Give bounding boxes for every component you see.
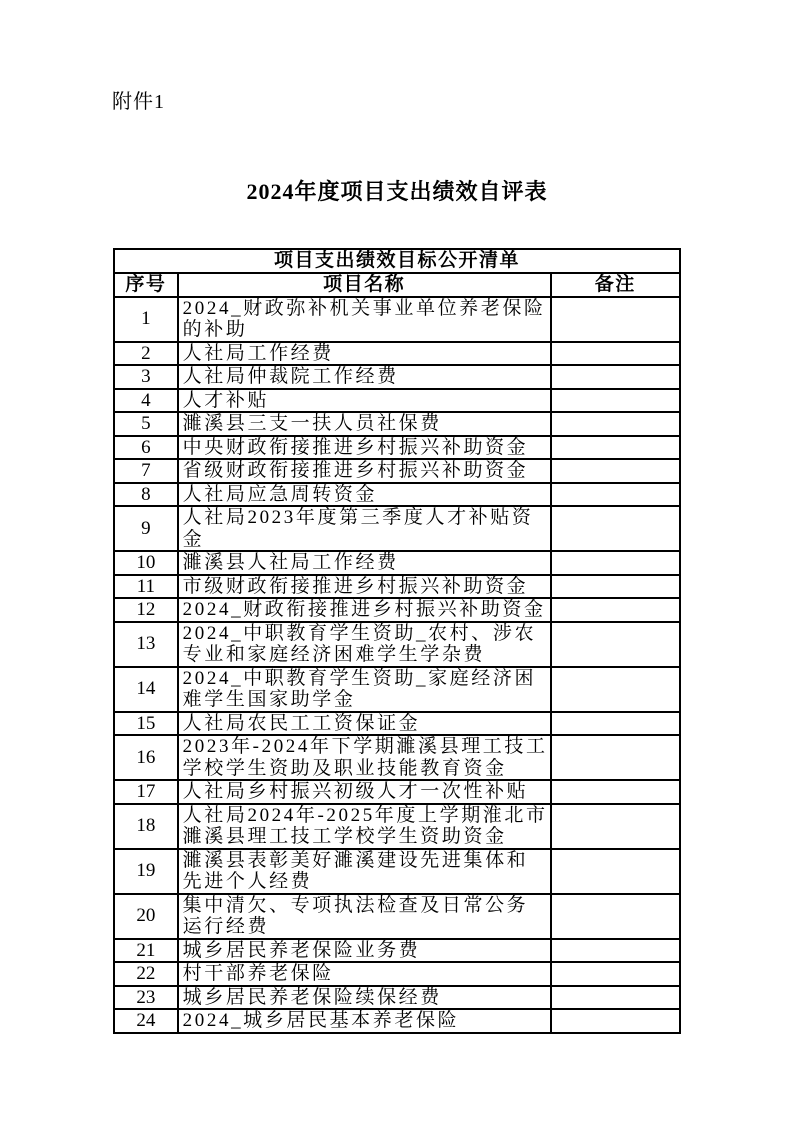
table-row bbox=[114, 598, 680, 622]
remark-cell bbox=[551, 939, 680, 963]
project-name: 人社局应急周转资金 bbox=[178, 483, 551, 507]
table-row bbox=[114, 483, 680, 507]
table-row bbox=[114, 894, 680, 939]
row-number: 1 bbox=[114, 297, 178, 342]
row-number: 17 bbox=[114, 780, 178, 804]
remark-cell bbox=[551, 780, 680, 804]
row-number: 19 bbox=[114, 849, 178, 894]
remark-cell bbox=[551, 297, 680, 342]
table-row bbox=[114, 412, 680, 436]
column-header-no: 序号 bbox=[114, 273, 178, 297]
remark-cell bbox=[551, 483, 680, 507]
page-title: 2024年度项目支出绩效自评表 bbox=[246, 179, 548, 204]
table-row bbox=[114, 939, 680, 963]
project-name: 市级财政衔接推进乡村振兴补助资金 bbox=[178, 575, 551, 599]
table-row bbox=[114, 297, 680, 342]
row-number: 10 bbox=[114, 551, 178, 575]
table-caption: 项目支出绩效目标公开清单 bbox=[114, 249, 680, 273]
remark-cell bbox=[551, 804, 680, 849]
performance-target-table bbox=[113, 248, 681, 1034]
row-number: 2 bbox=[114, 342, 178, 366]
table-row bbox=[114, 1009, 680, 1033]
column-header-name: 项目名称 bbox=[178, 273, 551, 297]
remark-cell bbox=[551, 342, 680, 366]
row-number: 22 bbox=[114, 962, 178, 986]
remark-cell bbox=[551, 459, 680, 483]
project-name: 2023年-2024年下学期濉溪县理工技工学校学生资助及职业技能教育资金 bbox=[178, 735, 551, 780]
project-name: 2024_财政衔接推进乡村振兴补助资金 bbox=[178, 598, 551, 622]
project-name: 村干部养老保险 bbox=[178, 962, 551, 986]
remark-cell bbox=[551, 412, 680, 436]
row-number: 24 bbox=[114, 1009, 178, 1033]
table-row bbox=[114, 962, 680, 986]
remark-cell bbox=[551, 551, 680, 575]
project-name: 2024_城乡居民基本养老保险 bbox=[178, 1009, 551, 1033]
project-name: 中央财政衔接推进乡村振兴补助资金 bbox=[178, 436, 551, 460]
row-number: 23 bbox=[114, 986, 178, 1010]
row-number: 13 bbox=[114, 622, 178, 667]
row-number: 21 bbox=[114, 939, 178, 963]
row-number: 3 bbox=[114, 365, 178, 389]
attachment-label: 附件1 bbox=[112, 91, 165, 113]
row-number: 12 bbox=[114, 598, 178, 622]
row-number: 8 bbox=[114, 483, 178, 507]
table-row bbox=[114, 849, 680, 894]
project-name: 濉溪县人社局工作经费 bbox=[178, 551, 551, 575]
project-name: 人社局农民工工资保证金 bbox=[178, 712, 551, 736]
table-row bbox=[114, 459, 680, 483]
table-header-row bbox=[114, 273, 680, 297]
project-name: 城乡居民养老保险续保经费 bbox=[178, 986, 551, 1010]
row-number: 7 bbox=[114, 459, 178, 483]
remark-cell bbox=[551, 575, 680, 599]
row-number: 20 bbox=[114, 894, 178, 939]
remark-cell bbox=[551, 1009, 680, 1033]
table-row bbox=[114, 506, 680, 551]
table-row bbox=[114, 575, 680, 599]
row-number: 16 bbox=[114, 735, 178, 780]
table-row bbox=[114, 389, 680, 413]
table-row bbox=[114, 780, 680, 804]
row-number: 14 bbox=[114, 667, 178, 712]
table-row bbox=[114, 804, 680, 849]
table-row bbox=[114, 986, 680, 1010]
remark-cell bbox=[551, 436, 680, 460]
row-number: 5 bbox=[114, 412, 178, 436]
table-row bbox=[114, 342, 680, 366]
project-name: 濉溪县三支一扶人员社保费 bbox=[178, 412, 551, 436]
project-name: 省级财政衔接推进乡村振兴补助资金 bbox=[178, 459, 551, 483]
project-name: 人才补贴 bbox=[178, 389, 551, 413]
remark-cell bbox=[551, 849, 680, 894]
project-name: 2024_中职教育学生资助_家庭经济困难学生国家助学金 bbox=[178, 667, 551, 712]
project-name: 城乡居民养老保险业务费 bbox=[178, 939, 551, 963]
table-row bbox=[114, 622, 680, 667]
remark-cell bbox=[551, 894, 680, 939]
row-number: 4 bbox=[114, 389, 178, 413]
remark-cell bbox=[551, 598, 680, 622]
row-number: 11 bbox=[114, 575, 178, 599]
project-name: 人社局2024年-2025年度上学期淮北市濉溪县理工技工学校学生资助资金 bbox=[178, 804, 551, 849]
project-name: 人社局乡村振兴初级人才一次性补贴 bbox=[178, 780, 551, 804]
table-row bbox=[114, 436, 680, 460]
remark-cell bbox=[551, 962, 680, 986]
remark-cell bbox=[551, 506, 680, 551]
remark-cell bbox=[551, 712, 680, 736]
project-name: 集中清欠、专项执法检查及日常公务运行经费 bbox=[178, 894, 551, 939]
table-row bbox=[114, 735, 680, 780]
remark-cell bbox=[551, 986, 680, 1010]
project-name: 2024_财政弥补机关事业单位养老保险的补助 bbox=[178, 297, 551, 342]
table-caption-row bbox=[114, 249, 680, 273]
table-body bbox=[114, 297, 680, 1033]
project-name: 人社局工作经费 bbox=[178, 342, 551, 366]
table-row bbox=[114, 667, 680, 712]
table-row bbox=[114, 365, 680, 389]
column-header-remark: 备注 bbox=[551, 273, 680, 297]
project-name: 濉溪县表彰美好濉溪建设先进集体和先进个人经费 bbox=[178, 849, 551, 894]
project-name: 人社局2023年度第三季度人才补贴资金 bbox=[178, 506, 551, 551]
table-row bbox=[114, 551, 680, 575]
remark-cell bbox=[551, 389, 680, 413]
table-row bbox=[114, 712, 680, 736]
remark-cell bbox=[551, 622, 680, 667]
remark-cell bbox=[551, 365, 680, 389]
remark-cell bbox=[551, 667, 680, 712]
row-number: 9 bbox=[114, 506, 178, 551]
remark-cell bbox=[551, 735, 680, 780]
row-number: 6 bbox=[114, 436, 178, 460]
row-number: 15 bbox=[114, 712, 178, 736]
project-name: 人社局仲裁院工作经费 bbox=[178, 365, 551, 389]
row-number: 18 bbox=[114, 804, 178, 849]
project-name: 2024_中职教育学生资助_农村、涉农专业和家庭经济困难学生学杂费 bbox=[178, 622, 551, 667]
